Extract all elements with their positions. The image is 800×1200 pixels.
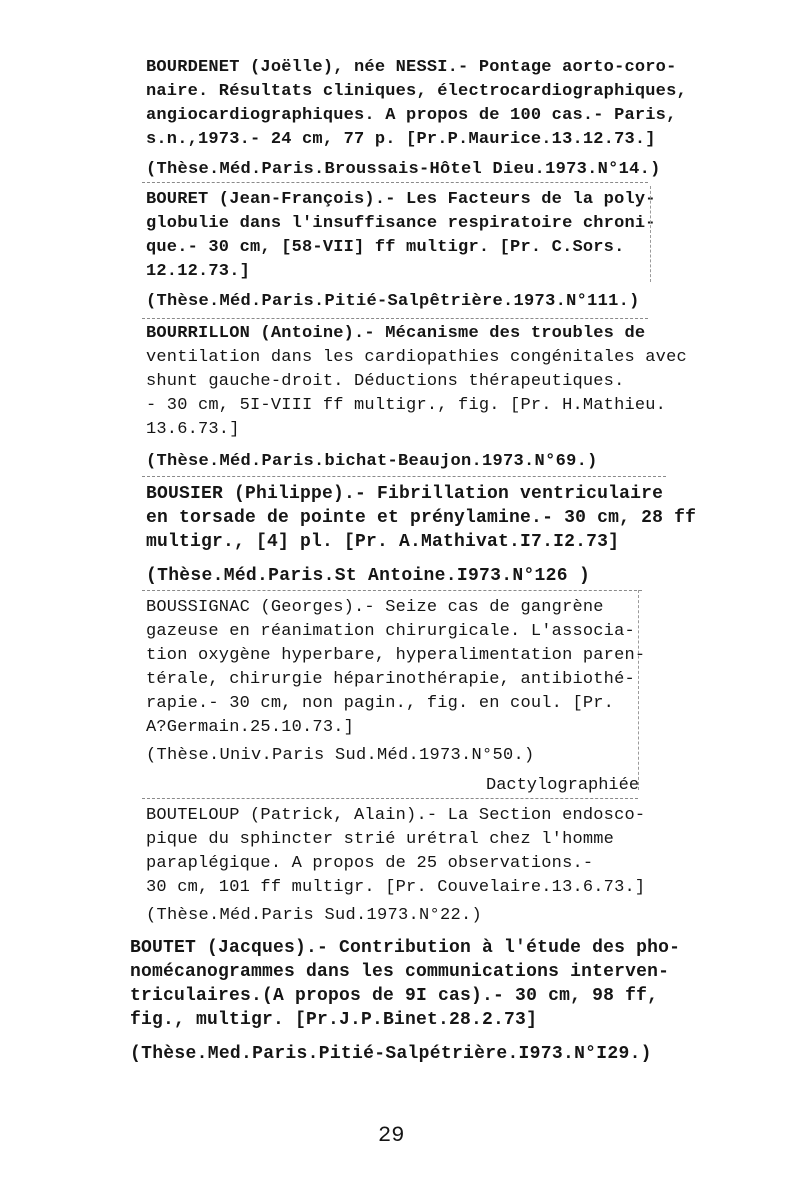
thesis-reference: (Thèse.Méd.Paris.bichat-Beaujon.1973.N°69.) (146, 452, 598, 471)
entry-divider (142, 798, 638, 799)
entry-line: BOUSSIGNAC (Georges).- Seize cas de gangrène (146, 598, 604, 617)
entry-line: fig., multigr. [Pr.J.P.Binet.28.2.73] (130, 1010, 538, 1030)
page-number: 29 (378, 1123, 405, 1148)
entry-line: BOUTELOUP (Patrick, Alain).- La Section endosco- (146, 806, 646, 825)
entry-line: gazeuse en réanimation chirurgicale. L'associa- (146, 622, 635, 641)
entry-line: tion oxygène hyperbare, hyperalimentation paren- (146, 646, 646, 665)
entry-divider (142, 476, 666, 477)
entry-line: pique du sphincter strié urétral chez l'homme (146, 830, 615, 849)
entry-line: 30 cm, 101 ff multigr. [Pr. Couvelaire.13.6.73.] (146, 878, 646, 897)
entry-line: BOUSIER (Philippe).- Fibrillation ventriculaire (146, 484, 664, 504)
entry-line: angiocardiographiques. A propos de 100 cas.- Paris, (146, 106, 677, 125)
thesis-reference: (Thèse.Méd.Paris.Pitié-Salpêtrière.1973.N°111.) (146, 292, 640, 311)
entry-divider (142, 182, 648, 183)
thesis-reference: (Thèse.Med.Paris.Pitié-Salpétrière.I973.N°I29.) (130, 1044, 652, 1064)
entry-line: nomécanogrammes dans les communications interven- (130, 962, 670, 982)
entry-line: que.- 30 cm, [58-VII] ff multigr. [Pr. C.Sors. (146, 238, 625, 257)
thesis-reference: (Thèse.Méd.Paris Sud.1973.N°22.) (146, 906, 483, 925)
entry-line: s.n.,1973.- 24 cm, 77 p. [Pr.P.Maurice.13.12.73.] (146, 130, 656, 149)
entry-line: rapie.- 30 cm, non pagin., fig. en coul. [Pr. (146, 694, 615, 713)
entry-line: shunt gauche-droit. Déductions thérapeutiques. (146, 372, 625, 391)
entry-line: multigr., [4] pl. [Pr. A.Mathivat.I7.I2.73] (146, 532, 620, 552)
entry-divider (142, 318, 648, 319)
format-note: Dactylographiée (486, 776, 640, 795)
entry-line: 12.12.73.] (146, 262, 251, 281)
entry-line: ventilation dans les cardiopathies congénitales avec (146, 348, 687, 367)
entry-line: BOUTET (Jacques).- Contribution à l'étude des pho- (130, 938, 681, 958)
thesis-reference: (Thèse.Méd.Paris.Broussais-Hôtel Dieu.1973.N°14.) (146, 160, 661, 179)
entry-line: 13.6.73.] (146, 420, 240, 439)
entry-divider (142, 590, 642, 591)
entry-line: en torsade de pointe et prénylamine.- 30 cm, 28 ff (146, 508, 697, 528)
entry-line: térale, chirurgie héparinothérapie, antibiothé- (146, 670, 635, 689)
entry-line: BOURDENET (Joëlle), née NESSI.- Pontage aorto-coro- (146, 58, 677, 77)
entry-line: - 30 cm, 5I-VIII ff multigr., fig. [Pr. H.Mathieu. (146, 396, 667, 415)
entry-line: triculaires.(A propos de 9I cas).- 30 cm, 98 ff, (130, 986, 659, 1006)
entry-line: globulie dans l'insuffisance respiratoire chroni- (146, 214, 656, 233)
entry-line: BOURRILLON (Antoine).- Mécanisme des troubles de (146, 324, 646, 343)
entry-border (638, 590, 639, 790)
entry-line: naire. Résultats cliniques, électrocardiographiques, (146, 82, 687, 101)
entry-line: paraplégique. A propos de 25 observations.- (146, 854, 594, 873)
entry-border (650, 186, 651, 282)
thesis-reference: (Thèse.Méd.Paris.St Antoine.I973.N°126 ) (146, 566, 591, 586)
thesis-reference: (Thèse.Univ.Paris Sud.Méd.1973.N°50.) (146, 746, 535, 765)
entry-line: BOURET (Jean-François).- Les Facteurs de la poly- (146, 190, 656, 209)
entry-line: A?Germain.25.10.73.] (146, 718, 355, 737)
